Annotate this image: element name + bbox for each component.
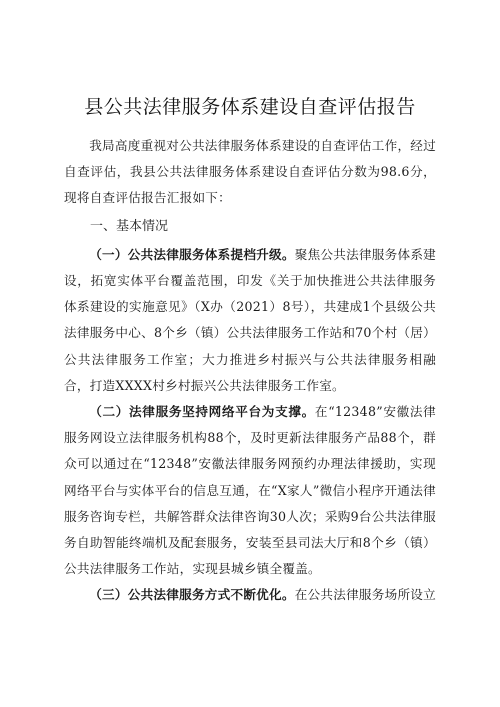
item-body-2: 在“12348”安徽法律服务网设立法律服务机构88个，及时更新法律服务产品88个，群众可以通过在“12348”安徽法律服务网预约办理法律援助，实现网络平台与实体平台的信息互通，在“X家人”微信小程序开通法律服务咨询专栏，共解答群众法律咨询30人次；采购9台公共法律服务自助智能终端机及配套服务，安装至县司法大厅和8个乡（镇）公共法律服务工作站，实现县城乡镇全覆盖。 [64, 404, 436, 577]
item-lead-3: （三）公共法律服务方式不断优化。 [89, 587, 295, 603]
item-body-1: 聚焦公共法律服务体系建设，拓宽实体平台覆盖范围，印发《关于加快推进公共法律服务体系建设的实施意见》（X办（2021）8号），共建成1个县级公共法律服务中心、8个乡（镇）公共法律服务工作站和70个村（居）公共法律服务工作室；大力推进乡村振兴与公共法律服务相融合，打造XXXX村乡村振兴公共法律服务工作室。 [64, 246, 437, 393]
item-paragraph-2 [64, 399, 436, 582]
document-title: 县公共法律服务体系建设自查评估报告 [84, 96, 416, 118]
item-lead-1: （一）公共法律服务体系提档升级。 [89, 246, 295, 262]
item-lead-2: （二）法律服务坚持网络平台为支撑。 [89, 404, 315, 420]
item-paragraph-1 [64, 242, 436, 399]
item-body-3: 在公共法律服务场所设立 [294, 587, 436, 603]
intro-paragraph: 我局高度重视对公共法律服务体系建设的自查评估工作，经过自查评估，我县公共法律服务体系建设自查评估分数为98.6分，现将自查评估报告汇报如下： [64, 138, 436, 206]
item-paragraph-3 [64, 582, 436, 608]
section-heading-basic-situation: 一、基本情况 [90, 218, 169, 234]
